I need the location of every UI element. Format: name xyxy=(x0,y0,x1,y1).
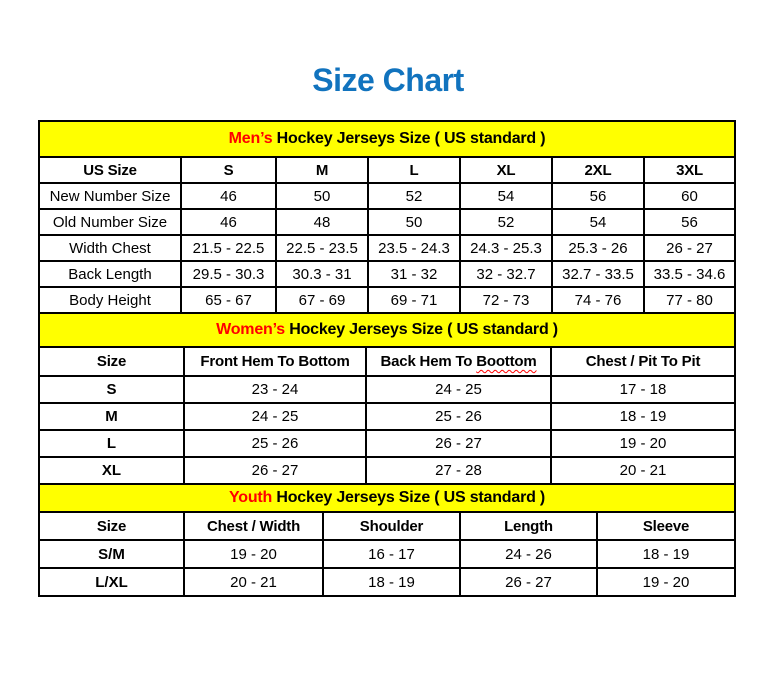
row-label: New Number Size xyxy=(39,183,181,209)
size-value: 46 xyxy=(181,209,276,235)
youth-section-heading xyxy=(39,484,735,512)
size-value: 26 - 27 xyxy=(460,568,597,596)
size-value: 54 xyxy=(460,183,552,209)
size-value: 60 xyxy=(644,183,735,209)
size-value: 32.7 - 33.5 xyxy=(552,261,644,287)
size-value: 16 - 17 xyxy=(323,540,460,568)
size-chart-tables xyxy=(38,120,734,597)
table-row xyxy=(39,183,735,209)
womens-section-heading xyxy=(39,313,735,347)
row-label: M xyxy=(39,403,184,430)
size-value: 17 - 18 xyxy=(551,376,735,403)
size-value: 24.3 - 25.3 xyxy=(460,235,552,261)
column-header: S xyxy=(181,157,276,183)
size-value: 50 xyxy=(368,209,460,235)
size-value: 26 - 27 xyxy=(644,235,735,261)
size-value: 33.5 - 34.6 xyxy=(644,261,735,287)
column-header: Shoulder xyxy=(323,512,460,540)
size-value: 25 - 26 xyxy=(366,403,551,430)
size-value: 77 - 80 xyxy=(644,287,735,313)
column-header: US Size xyxy=(39,157,181,183)
size-value: 22.5 - 23.5 xyxy=(276,235,368,261)
size-value: 29.5 - 30.3 xyxy=(181,261,276,287)
mens-heading-text: Hockey Jerseys Size ( US standard ) xyxy=(272,130,546,147)
size-value: 23 - 24 xyxy=(184,376,366,403)
mens-header-row xyxy=(39,157,735,183)
size-value: 72 - 73 xyxy=(460,287,552,313)
table-row xyxy=(39,457,735,484)
row-label: Old Number Size xyxy=(39,209,181,235)
mens-section-heading xyxy=(39,121,735,157)
misspelled-word: Boottom xyxy=(476,353,537,370)
column-header: Size xyxy=(39,512,184,540)
row-label: Back Length xyxy=(39,261,181,287)
size-value: 48 xyxy=(276,209,368,235)
mens-size-table xyxy=(38,120,736,314)
size-value: 18 - 19 xyxy=(551,403,735,430)
table-row xyxy=(39,287,735,313)
column-header: Length xyxy=(460,512,597,540)
column-header-text: Back Hem To xyxy=(380,353,477,370)
size-value: 26 - 27 xyxy=(184,457,366,484)
column-header xyxy=(366,347,551,376)
size-value: 54 xyxy=(552,209,644,235)
table-row xyxy=(39,235,735,261)
size-value: 25 - 26 xyxy=(184,430,366,457)
size-value: 18 - 19 xyxy=(323,568,460,596)
size-value: 24 - 25 xyxy=(366,376,551,403)
column-header: L xyxy=(368,157,460,183)
womens-header-row xyxy=(39,347,735,376)
column-header: 3XL xyxy=(644,157,735,183)
size-value: 20 - 21 xyxy=(184,568,323,596)
table-row xyxy=(39,376,735,403)
size-value: 25.3 - 26 xyxy=(552,235,644,261)
size-value: 24 - 25 xyxy=(184,403,366,430)
page-title: Size Chart xyxy=(312,62,464,98)
table-row xyxy=(39,568,735,596)
size-value: 27 - 28 xyxy=(366,457,551,484)
youth-heading-text: Hockey Jerseys Size ( US standard ) xyxy=(272,489,546,506)
size-value: 19 - 20 xyxy=(551,430,735,457)
size-value: 19 - 20 xyxy=(184,540,323,568)
size-value: 56 xyxy=(552,183,644,209)
table-row xyxy=(39,261,735,287)
size-value: 50 xyxy=(276,183,368,209)
row-label: Width Chest xyxy=(39,235,181,261)
column-header: XL xyxy=(460,157,552,183)
column-header: Front Hem To Bottom xyxy=(184,347,366,376)
size-value: 24 - 26 xyxy=(460,540,597,568)
column-header: Chest / Width xyxy=(184,512,323,540)
size-value: 18 - 19 xyxy=(597,540,735,568)
youth-header-row xyxy=(39,512,735,540)
column-header: 2XL xyxy=(552,157,644,183)
column-header: Chest / Pit To Pit xyxy=(551,347,735,376)
row-label: L xyxy=(39,430,184,457)
table-row xyxy=(39,403,735,430)
size-value: 32 - 32.7 xyxy=(460,261,552,287)
row-label: Body Height xyxy=(39,287,181,313)
row-label: L/XL xyxy=(39,568,184,596)
row-label: XL xyxy=(39,457,184,484)
column-header: M xyxy=(276,157,368,183)
size-value: 19 - 20 xyxy=(597,568,735,596)
table-row xyxy=(39,430,735,457)
size-value: 74 - 76 xyxy=(552,287,644,313)
womens-heading-text: Hockey Jerseys Size ( US standard ) xyxy=(284,321,558,338)
column-header: Size xyxy=(39,347,184,376)
size-value: 52 xyxy=(368,183,460,209)
size-value: 23.5 - 24.3 xyxy=(368,235,460,261)
column-header: Sleeve xyxy=(597,512,735,540)
size-value: 30.3 - 31 xyxy=(276,261,368,287)
size-value: 67 - 69 xyxy=(276,287,368,313)
size-value: 46 xyxy=(181,183,276,209)
size-value: 56 xyxy=(644,209,735,235)
table-row xyxy=(39,209,735,235)
youth-heading-highlight: Youth xyxy=(228,489,273,506)
size-value: 69 - 71 xyxy=(368,287,460,313)
size-value: 65 - 67 xyxy=(181,287,276,313)
size-value: 20 - 21 xyxy=(551,457,735,484)
row-label: S xyxy=(39,376,184,403)
womens-size-table xyxy=(38,312,736,485)
table-row xyxy=(39,540,735,568)
row-label: S/M xyxy=(39,540,184,568)
size-value: 26 - 27 xyxy=(366,430,551,457)
size-value: 52 xyxy=(460,209,552,235)
size-value: 21.5 - 22.5 xyxy=(181,235,276,261)
youth-size-table xyxy=(38,483,736,597)
womens-heading-highlight: Women’s xyxy=(216,321,285,338)
mens-heading-highlight: Men’s xyxy=(228,130,273,147)
size-value: 31 - 32 xyxy=(368,261,460,287)
